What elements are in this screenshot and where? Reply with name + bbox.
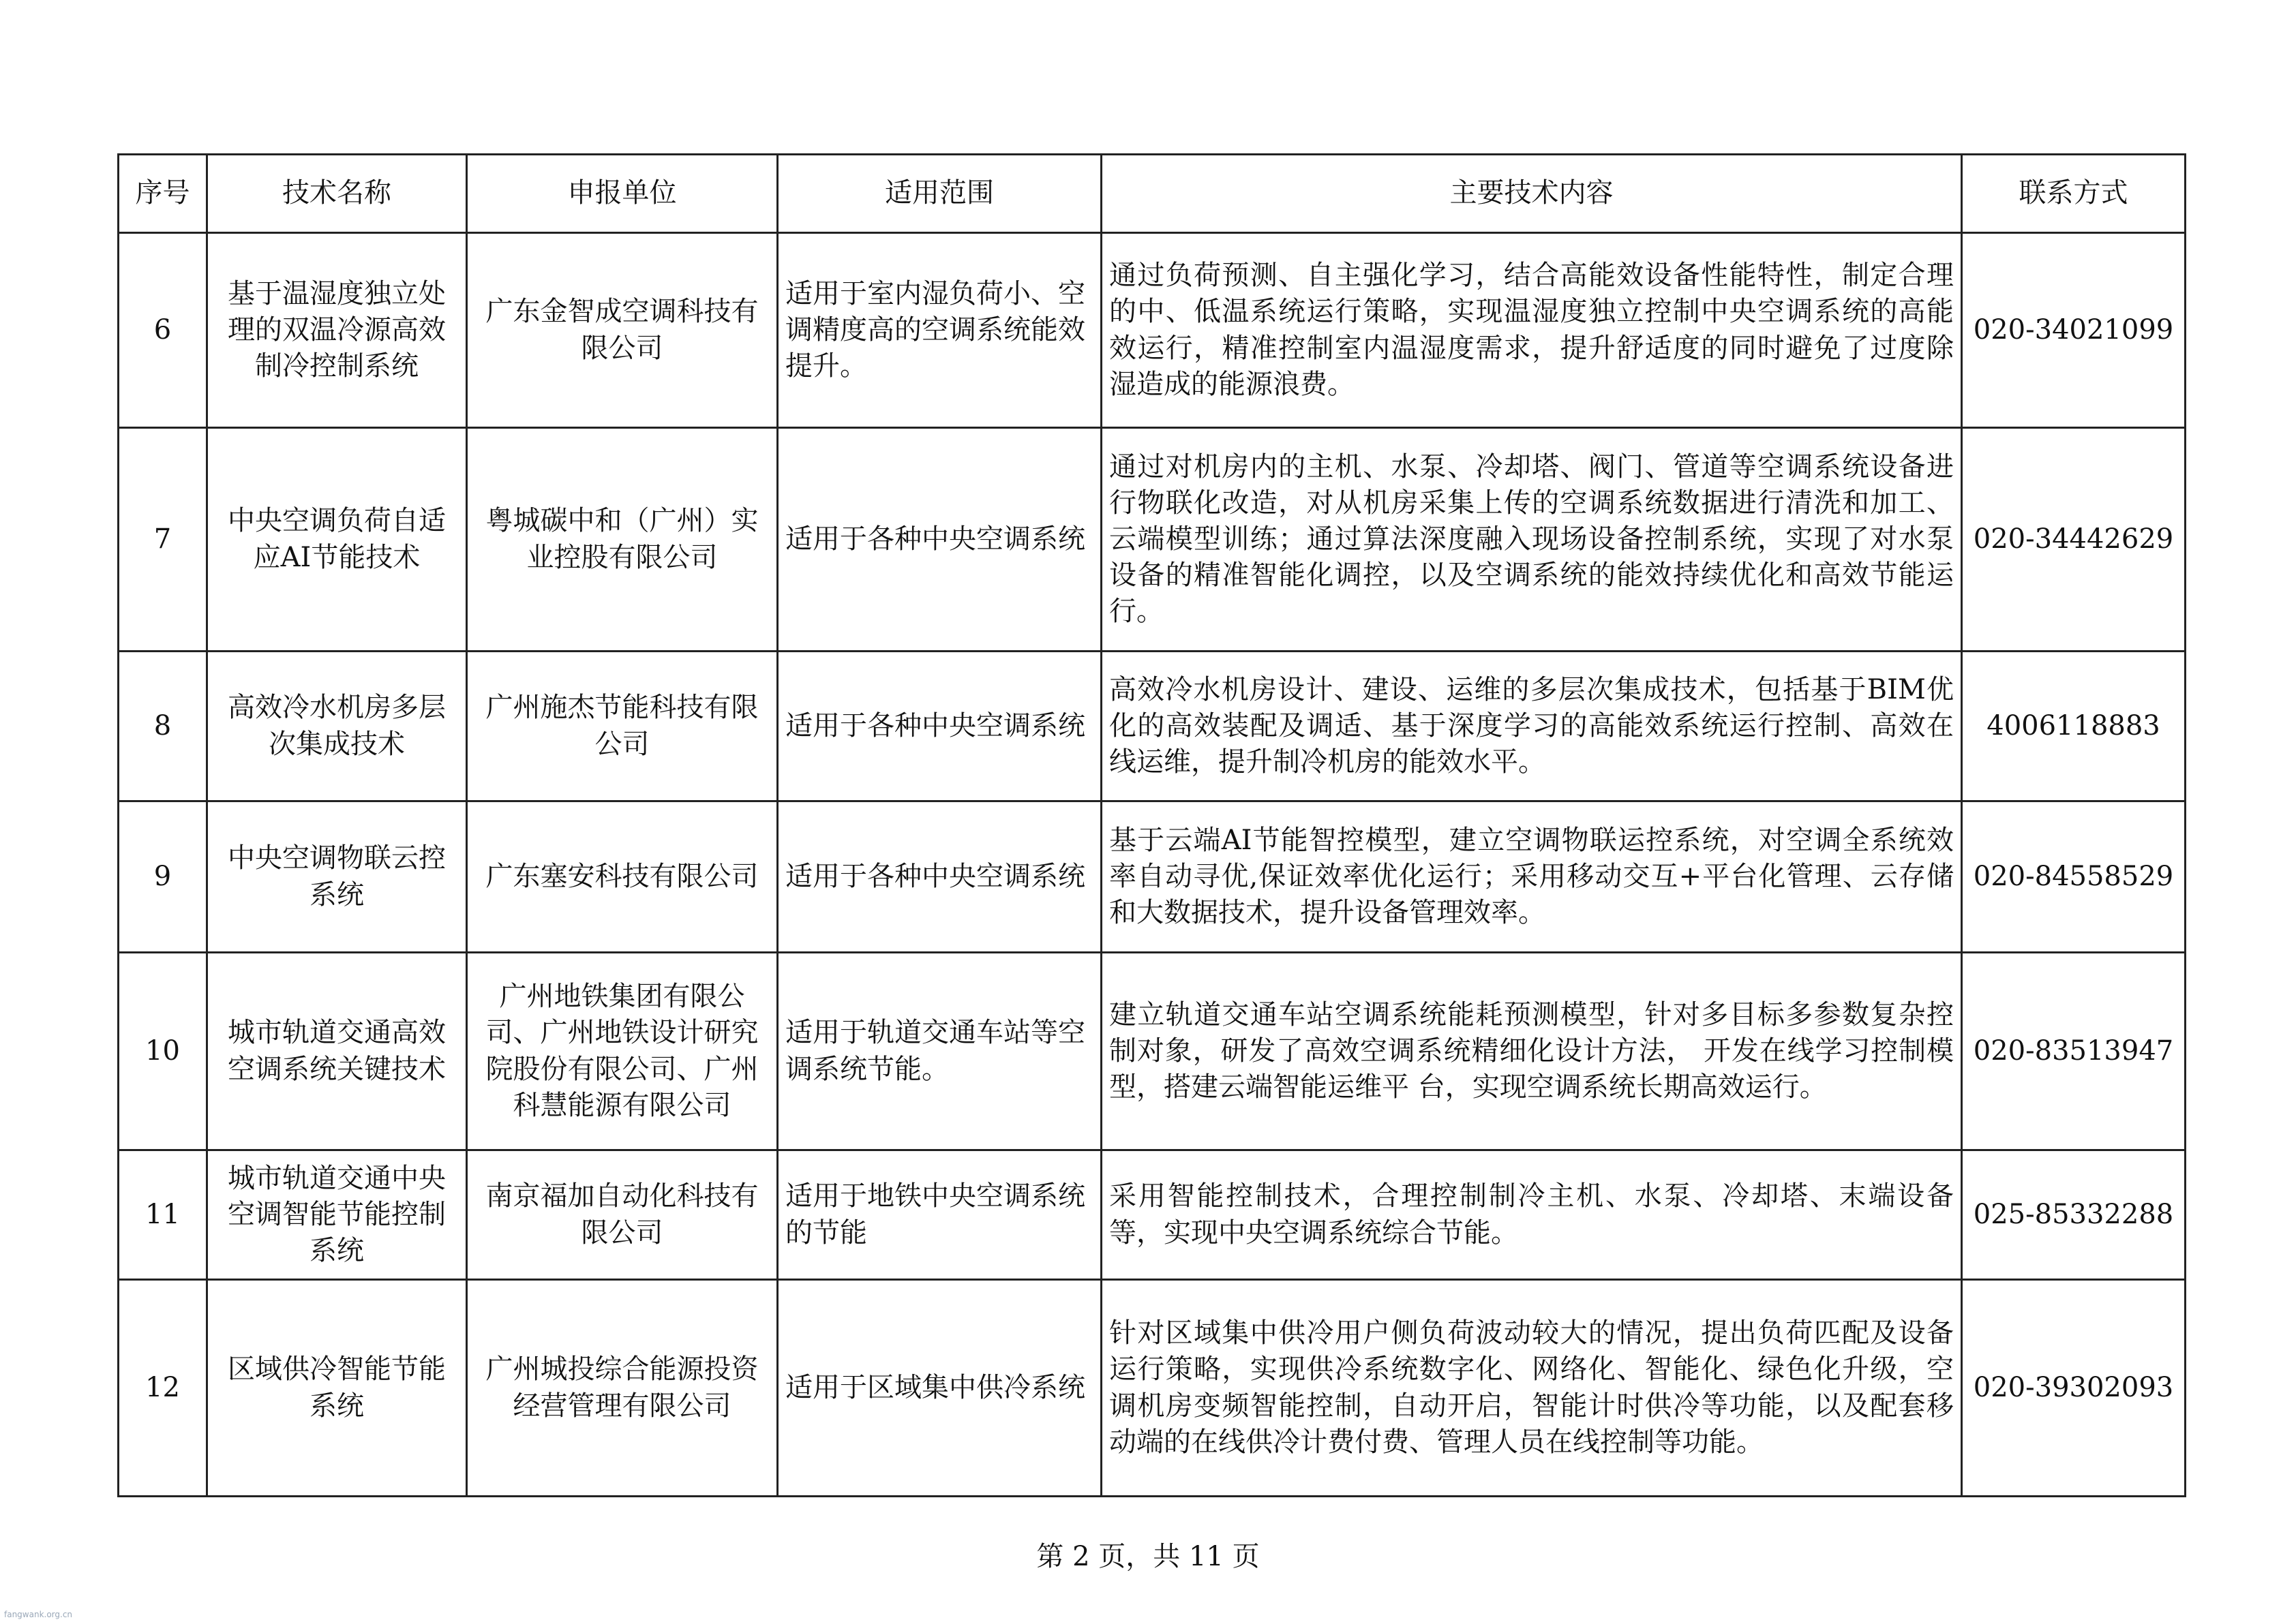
cell-name: 中央空调物联云控系统 [207, 801, 467, 953]
cell-no: 8 [119, 652, 207, 801]
cell-unit: 广州施杰节能科技有限公司 [467, 652, 778, 801]
cell-unit: 广州地铁集团有限公司、广州地铁设计研究院股份有限公司、广州科慧能源有限公司 [467, 953, 778, 1150]
cell-name: 基于温湿度独立处理的双温冷源高效制冷控制系统 [207, 233, 467, 428]
technology-table [117, 153, 2186, 1497]
cell-contact: 020-84558529 [1962, 801, 2186, 953]
watermark-text: fangwank.org.cn [4, 1610, 73, 1619]
cell-scope: 适用于各种中央空调系统 [778, 428, 1102, 652]
cell-no: 9 [119, 801, 207, 953]
header-no: 序号 [119, 155, 207, 233]
cell-contact: 4006118883 [1962, 652, 2186, 801]
cell-scope: 适用于轨道交通车站等空调系统节能。 [778, 953, 1102, 1150]
cell-contact: 025-85332288 [1962, 1150, 2186, 1280]
table-row [119, 233, 2186, 428]
cell-no: 11 [119, 1150, 207, 1280]
cell-no: 6 [119, 233, 207, 428]
cell-content: 高效冷水机房设计、建设、运维的多层次集成技术，包括基于BIM优化的高效装配及调适、基于深度学习的高能效系统运行控制、高效在线运维，提升制冷机房的能效水平。 [1102, 652, 1962, 801]
cell-name: 区域供冷智能节能系统 [207, 1280, 467, 1497]
cell-scope: 适用于各种中央空调系统 [778, 801, 1102, 953]
cell-unit: 粤城碳中和（广州）实业控股有限公司 [467, 428, 778, 652]
header-unit: 申报单位 [467, 155, 778, 233]
cell-name: 城市轨道交通高效空调系统关键技术 [207, 953, 467, 1150]
cell-no: 12 [119, 1280, 207, 1497]
table-row [119, 953, 2186, 1150]
table-row [119, 428, 2186, 652]
table-row [119, 1150, 2186, 1280]
header-contact: 联系方式 [1962, 155, 2186, 233]
header-content: 主要技术内容 [1102, 155, 1962, 233]
table-row [119, 652, 2186, 801]
header-row [119, 155, 2186, 233]
cell-contact: 020-83513947 [1962, 953, 2186, 1150]
cell-no: 10 [119, 953, 207, 1150]
cell-name: 城市轨道交通中央空调智能节能控制系统 [207, 1150, 467, 1280]
cell-content: 通过对机房内的主机、水泵、冷却塔、阀门、管道等空调系统设备进行物联化改造，对从机房采集上传的空调系统数据进行清洗和加工、云端模型训练；通过算法深度融入现场设备控制系统，实现了对水泵设备的精准智能化调控，以及空调系统的能效持续优化和高效节能运行。 [1102, 428, 1962, 652]
cell-unit: 广州城投综合能源投资经营管理有限公司 [467, 1280, 778, 1497]
cell-no: 7 [119, 428, 207, 652]
cell-scope: 适用于室内湿负荷小、空调精度高的空调系统能效提升。 [778, 233, 1102, 428]
cell-contact: 020-34442629 [1962, 428, 2186, 652]
cell-content: 采用智能控制技术，合理控制制冷主机、水泵、冷却塔、末端设备等，实现中央空调系统综合节能。 [1102, 1150, 1962, 1280]
cell-name: 高效冷水机房多层次集成技术 [207, 652, 467, 801]
header-scope: 适用范围 [778, 155, 1102, 233]
cell-content: 建立轨道交通车站空调系统能耗预测模型，针对多目标多参数复杂控制对象，研发了高效空调系统精细化设计方法， 开发在线学习控制模型，搭建云端智能运维平 台，实现空调系统长期高效运行。 [1102, 953, 1962, 1150]
cell-content: 针对区域集中供冷用户侧负荷波动较大的情况，提出负荷匹配及设备运行策略，实现供冷系统数字化、网络化、智能化、绿色化升级，空调机房变频智能控制，自动开启，智能计时供冷等功能，以及配套移动端的在线供冷计费付费、管理人员在线控制等功能。 [1102, 1280, 1962, 1497]
cell-contact: 020-34021099 [1962, 233, 2186, 428]
page-number: 第 2 页，共 11 页 [1036, 1541, 1260, 1572]
cell-unit: 广东塞安科技有限公司 [467, 801, 778, 953]
table-row [119, 801, 2186, 953]
header-name: 技术名称 [207, 155, 467, 233]
table-row [119, 1280, 2186, 1497]
cell-scope: 适用于各种中央空调系统 [778, 652, 1102, 801]
cell-scope: 适用于区域集中供冷系统 [778, 1280, 1102, 1497]
cell-unit: 广东金智成空调科技有限公司 [467, 233, 778, 428]
cell-content: 通过负荷预测、自主强化学习，结合高能效设备性能特性，制定合理的中、低温系统运行策略，实现温湿度独立控制中央空调系统的高能效运行，精准控制室内温湿度需求，提升舒适度的同时避免了过度除湿造成的能源浪费。 [1102, 233, 1962, 428]
cell-unit: 南京福加自动化科技有限公司 [467, 1150, 778, 1280]
cell-contact: 020-39302093 [1962, 1280, 2186, 1497]
cell-name: 中央空调负荷自适应AI节能技术 [207, 428, 467, 652]
cell-scope: 适用于地铁中央空调系统的节能 [778, 1150, 1102, 1280]
cell-content: 基于云端AI节能智控模型，建立空调物联运控系统，对空调全系统效率自动寻优,保证效率优化运行；采用移动交互+平台化管理、云存储和大数据技术，提升设备管理效率。 [1102, 801, 1962, 953]
